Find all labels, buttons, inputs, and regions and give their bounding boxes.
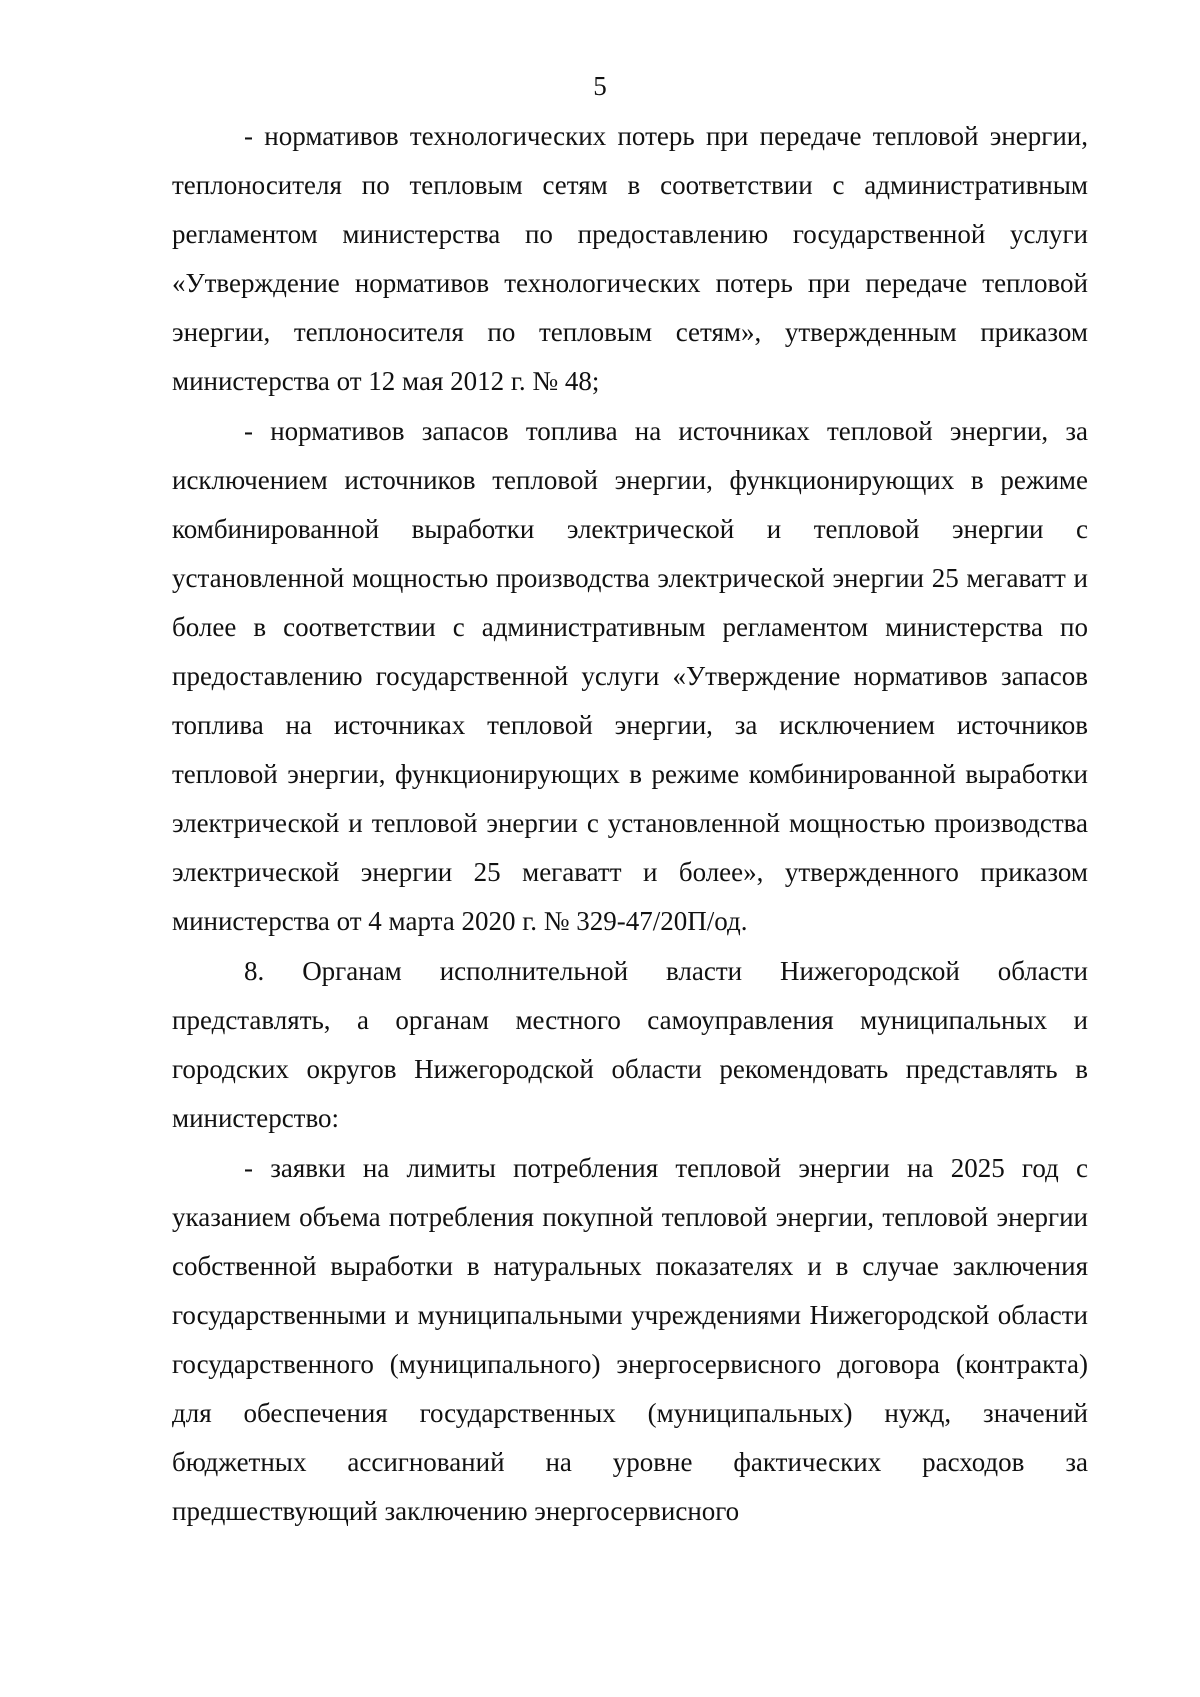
paragraph-fuel-reserve-standards: - нормативов запасов топлива на источниках тепловой энергии, за исключением источников тепловой энергии, функционирующих в режиме комбинированной выработки электрической и тепловой энергии с установленной мощностью производства электрической энергии 25 мегаватт и более в соответствии с административным регламентом министерства по предоставлению государственной услуги «Утверждение нормативов запасов топлива на источниках тепловой энергии, за исключением источников тепловой энергии, функционирующих в режиме комбинированной выработки электрической и тепловой энергии с установленной мощностью производства электрической энергии 25 мегаватт и более», утвержденного приказом министерства от 4 марта 2020 г. № 329-47/20П/од. (172, 416, 1088, 936)
paragraph-heat-loss-standards: - нормативов технологических потерь при передаче тепловой энергии, теплоносителя по тепловым сетям в соответствии с административным регламентом министерства по предоставлению государственной услуги «Утверждение нормативов технологических потерь при передаче тепловой энергии, теплоносителя по тепловым сетям», утвержденным приказом министерства от 12 мая 2012 г. № 48; (172, 121, 1088, 396)
page-number: 5 (593, 71, 607, 101)
document-body (172, 112, 1088, 1537)
paragraph-item-8: 8. Органам исполнительной власти Нижегородской области представлять, а органам местного самоуправления муниципальных и городских округов Нижегородской области рекомендовать представлять в министерство: (172, 956, 1088, 1133)
paragraph-heat-consumption-limits: - заявки на лимиты потребления тепловой энергии на 2025 год с указанием объема потребления покупной тепловой энергии, тепловой энергии собственной выработки в натуральных показателях и в случае заключения государственными и муниципальными учреждениями Нижегородской области государственного (муниципального) энергосервисного договора (контракта) для обеспечения государственных (муниципальных) нужд, значений бюджетных ассигнований на уровне фактических расходов за предшествующий заключению энергосервисного (172, 1153, 1088, 1526)
